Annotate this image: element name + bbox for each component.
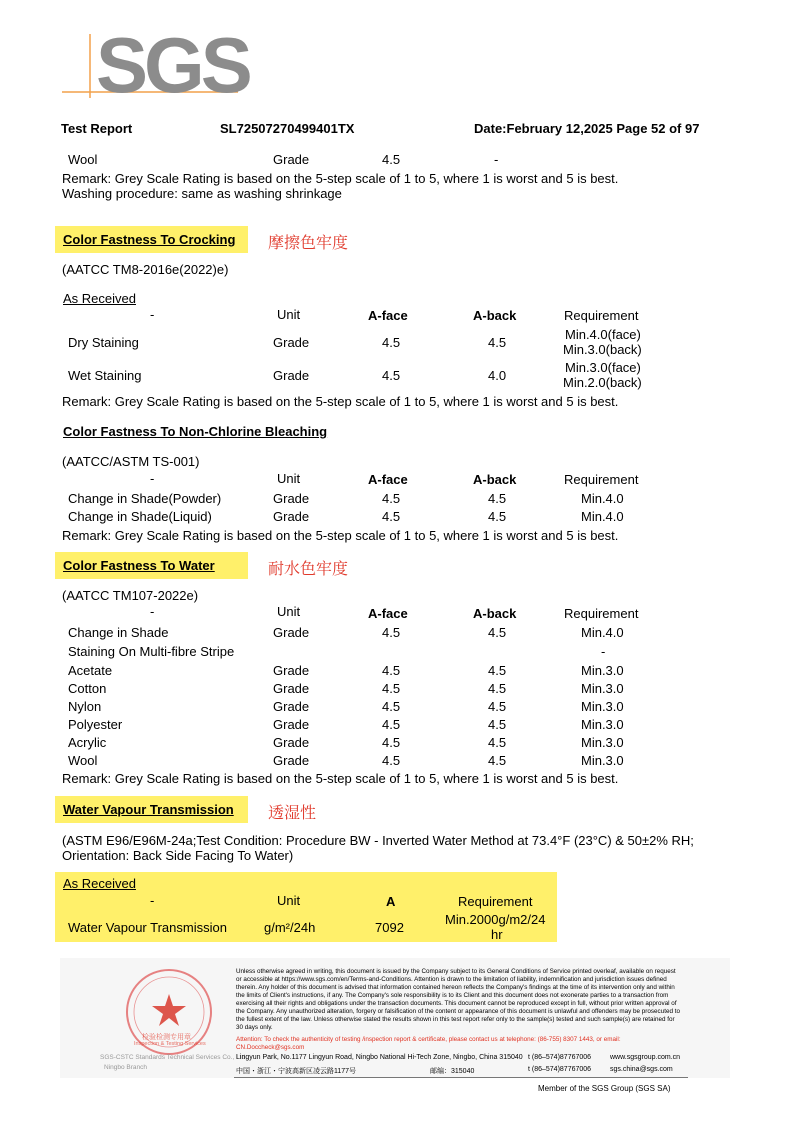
bleach-h-req: Requirement: [564, 472, 639, 487]
company-name: SGS-CSTC Standards Technical Services Co., Ltd: [100, 1054, 246, 1061]
vapour-item: Water Vapour Transmission: [68, 920, 227, 935]
bleach-h-face: A-face: [368, 472, 408, 487]
postcode-cn: 邮编：315040: [430, 1068, 475, 1075]
crocking-title-cn: 摩擦色牢度: [268, 235, 349, 252]
table-row-req: Min.4.0: [581, 625, 624, 640]
table-row-face: 4.5: [382, 735, 401, 750]
vapour-method-2: Orientation: Back Side Facing To Water): [62, 848, 294, 863]
table-row-face: 4.5: [382, 717, 401, 732]
table-row-req1: Min.4.0(face): [565, 327, 641, 342]
stamp-en: Inspection & Testing Services: [134, 1041, 206, 1047]
table-row-req: Min.3.0: [581, 753, 624, 768]
table-row-item: Polyester: [68, 717, 123, 732]
crocking-h-unit: Unit: [277, 307, 301, 322]
crocking-h-dash: -: [150, 307, 155, 322]
bleach-remark: Remark: Grey Scale Rating is based on the 5-step scale of 1 to 5, where 1 is worst and 5 is best.: [62, 528, 619, 543]
table-row-req: Min.4.0: [581, 509, 624, 524]
footer-disclaimer: Unless otherwise agreed in writing, this document is issued by the Company subject to its General Conditions of Service printed overleaf, available on request or accessible at https://www.sgs.com/en/Terms-and-Conditions. Attention is drawn to the limitation of liability, indemnification and jurisdiction issues defined therein. Any holder of this document is advised that information contained hereon reflects the Company's findings at the time of its intervention only and within the limits of Client's instructions, if any. The Company's sole responsibility is to its Client and this document does not exonerate parties to a transaction from exercising all their rights and obligations under the transaction documents. This document cannot be reproduced except in full, without prior written approval of the Company. Any unauthorized alteration, forgery or falsification of the content or appearance of this document is unlawful and offenders may be prosecuted to the fullest extent of the law. Unless otherwise stated the results shown in this test report refer only to the sample(s) tested and such sample(s) are retained for 30 days only.: [236, 968, 680, 1031]
bleach-title: Color Fastness To Non-Chlorine Bleaching: [63, 424, 328, 439]
table-row-req: Min.3.0: [581, 663, 624, 678]
date-page: Date:February 12,2025 Page 52 of 97: [474, 121, 700, 136]
table-row-item: Nylon: [68, 699, 102, 714]
table-row-req2: Min.2.0(back): [563, 375, 642, 390]
table-row-req2: Min.3.0(back): [563, 342, 642, 357]
address-en: Lingyun Park, No.1177 Lingyun Road, Ningbo National Hi-Tech Zone, Ningbo, China 315040: [236, 1054, 523, 1061]
member-line: Member of the SGS Group (SGS SA): [538, 1084, 671, 1093]
table-row-unit: Grade: [273, 681, 310, 696]
table-row-face: 4.5: [382, 368, 401, 383]
table-row-unit: Grade: [273, 753, 310, 768]
table-row-item: Dry Staining: [68, 335, 139, 350]
report-number: SL72507270499401TX: [220, 121, 355, 136]
table-row-item: Acrylic: [68, 735, 107, 750]
crocking-h-req: Requirement: [564, 308, 639, 323]
table-row-item: Change in Shade(Powder): [68, 491, 222, 506]
vapour-h-req: Requirement: [458, 894, 533, 909]
report-label: Test Report: [61, 121, 133, 136]
vapour-value: 7092: [375, 920, 404, 935]
table-row-unit: Grade: [273, 735, 310, 750]
vapour-method-1: (ASTM E96/E96M-24a;Test Condition: Procedure BW - Inverted Water Method at 73.4°F (23°C) & 50±2% RH;: [62, 833, 694, 848]
footer-attention: Attention: To check the authenticity of testing /inspection report & certificate, please contact us at telephone: (86-755) 8307 1443, or email: CN.Doccheck@sgs.com: [236, 1036, 621, 1051]
table-row-unit: Grade: [273, 509, 310, 524]
bleach-h-dash: -: [150, 471, 155, 486]
table-row-back: 4.5: [488, 509, 507, 524]
water-h-unit: Unit: [277, 604, 301, 619]
vapour-h-a: A: [386, 894, 396, 909]
bleach-h-unit: Unit: [277, 471, 301, 486]
table-row-req: Min.3.0: [581, 699, 624, 714]
website: www.sgsgroup.com.cn: [610, 1054, 681, 1061]
table-row-back: 4.5: [488, 681, 507, 696]
company-branch: Ningbo Branch: [104, 1064, 147, 1071]
table-row-item: Change in Shade(Liquid): [68, 509, 212, 524]
bleach-method: (AATCC/ASTM TS-001): [62, 454, 200, 469]
table-row-item: Change in Shade: [68, 625, 169, 640]
telephone-2: t (86–574)87767006: [528, 1066, 592, 1073]
table-row-back: 4.5: [488, 735, 507, 750]
top-dash: -: [494, 152, 499, 167]
table-row-unit: Grade: [273, 335, 310, 350]
top-value: 4.5: [382, 152, 401, 167]
water-h-req: Requirement: [564, 606, 639, 621]
crocking-title: Color Fastness To Crocking: [63, 232, 236, 247]
table-row-face: 4.5: [382, 681, 401, 696]
table-row-back: 4.5: [488, 663, 507, 678]
table-row-face: 4.5: [382, 335, 401, 350]
email: sgs.china@sgs.com: [610, 1066, 673, 1073]
table-row-item: Wool: [68, 753, 98, 768]
vapour-h-unit: Unit: [277, 893, 301, 908]
vapour-title-cn: 透湿性: [268, 805, 317, 822]
table-row-unit: Grade: [273, 368, 310, 383]
water-h-dash: -: [150, 604, 155, 619]
table-row-unit: Grade: [273, 717, 310, 732]
table-row-back: 4.5: [488, 491, 507, 506]
table-row-face: 4.5: [382, 509, 401, 524]
vapour-req-2: hr: [491, 927, 503, 942]
table-row-back: 4.5: [488, 753, 507, 768]
stamp-cn: 检验检测专用章: [142, 1034, 191, 1041]
vapour-req-1: Min.2000g/m2/24: [445, 912, 546, 927]
footer-divider: [234, 1077, 688, 1078]
crocking-remark: Remark: Grey Scale Rating is based on the 5-step scale of 1 to 5, where 1 is worst and 5 is best.: [62, 394, 619, 409]
table-row-req: Min.3.0: [581, 717, 624, 732]
table-row-unit: Grade: [273, 663, 310, 678]
table-row-back: 4.5: [488, 717, 507, 732]
water-title: Color Fastness To Water: [63, 558, 215, 573]
water-h-back: A-back: [473, 606, 517, 621]
vapour-unit: g/m²/24h: [264, 920, 316, 935]
table-row-face: 4.5: [382, 663, 401, 678]
table-row-req: Min.4.0: [581, 491, 624, 506]
table-row-req: Min.3.0: [581, 681, 624, 696]
water-remark: Remark: Grey Scale Rating is based on the 5-step scale of 1 to 5, where 1 is worst and 5 is best.: [62, 771, 619, 786]
table-row-back: 4.5: [488, 625, 507, 640]
staining-dash: -: [601, 644, 606, 659]
table-row-req: Min.3.0: [581, 735, 624, 750]
table-row-unit: Grade: [273, 699, 310, 714]
water-method: (AATCC TM107-2022e): [62, 588, 199, 603]
table-row-unit: Grade: [273, 625, 310, 640]
table-row-back: 4.5: [488, 699, 507, 714]
bleach-h-back: A-back: [473, 472, 517, 487]
water-title-cn: 耐水色牢度: [268, 561, 349, 578]
washing-procedure: Washing procedure: same as washing shrinkage: [62, 186, 342, 201]
logo-text: SGS: [96, 21, 249, 109]
table-row-face: 4.5: [382, 625, 401, 640]
table-row-item: Acetate: [68, 663, 113, 678]
top-remark: Remark: Grey Scale Rating is based on the 5-step scale of 1 to 5, where 1 is worst and 5 is best.: [62, 171, 619, 186]
crocking-method: (AATCC TM8-2016e(2022)e): [62, 262, 229, 277]
top-unit: Grade: [273, 152, 310, 167]
table-row-back: 4.0: [488, 368, 507, 383]
crocking-h-face: A-face: [368, 308, 408, 323]
vapour-as-received: As Received: [63, 876, 136, 891]
table-row-face: 4.5: [382, 491, 401, 506]
table-row-item: Wet Staining: [68, 368, 142, 383]
crocking-as-received: As Received: [63, 291, 136, 306]
vapour-h-dash: -: [150, 893, 155, 908]
table-row-req1: Min.3.0(face): [565, 360, 641, 375]
table-row-item: Cotton: [68, 681, 107, 696]
table-row-face: 4.5: [382, 699, 401, 714]
crocking-h-back: A-back: [473, 308, 517, 323]
table-row-back: 4.5: [488, 335, 507, 350]
table-row-face: 4.5: [382, 753, 401, 768]
staining-label: Staining On Multi-fibre Stripe: [68, 644, 235, 659]
vapour-title: Water Vapour Transmission: [63, 802, 234, 817]
water-h-face: A-face: [368, 606, 408, 621]
telephone-1: t (86–574)87767006: [528, 1054, 592, 1061]
address-cn: 中国・浙江・宁波高新区凌云路1177号: [236, 1068, 357, 1075]
top-item: Wool: [68, 152, 98, 167]
sgs-logo: [62, 21, 249, 120]
table-row-unit: Grade: [273, 491, 310, 506]
